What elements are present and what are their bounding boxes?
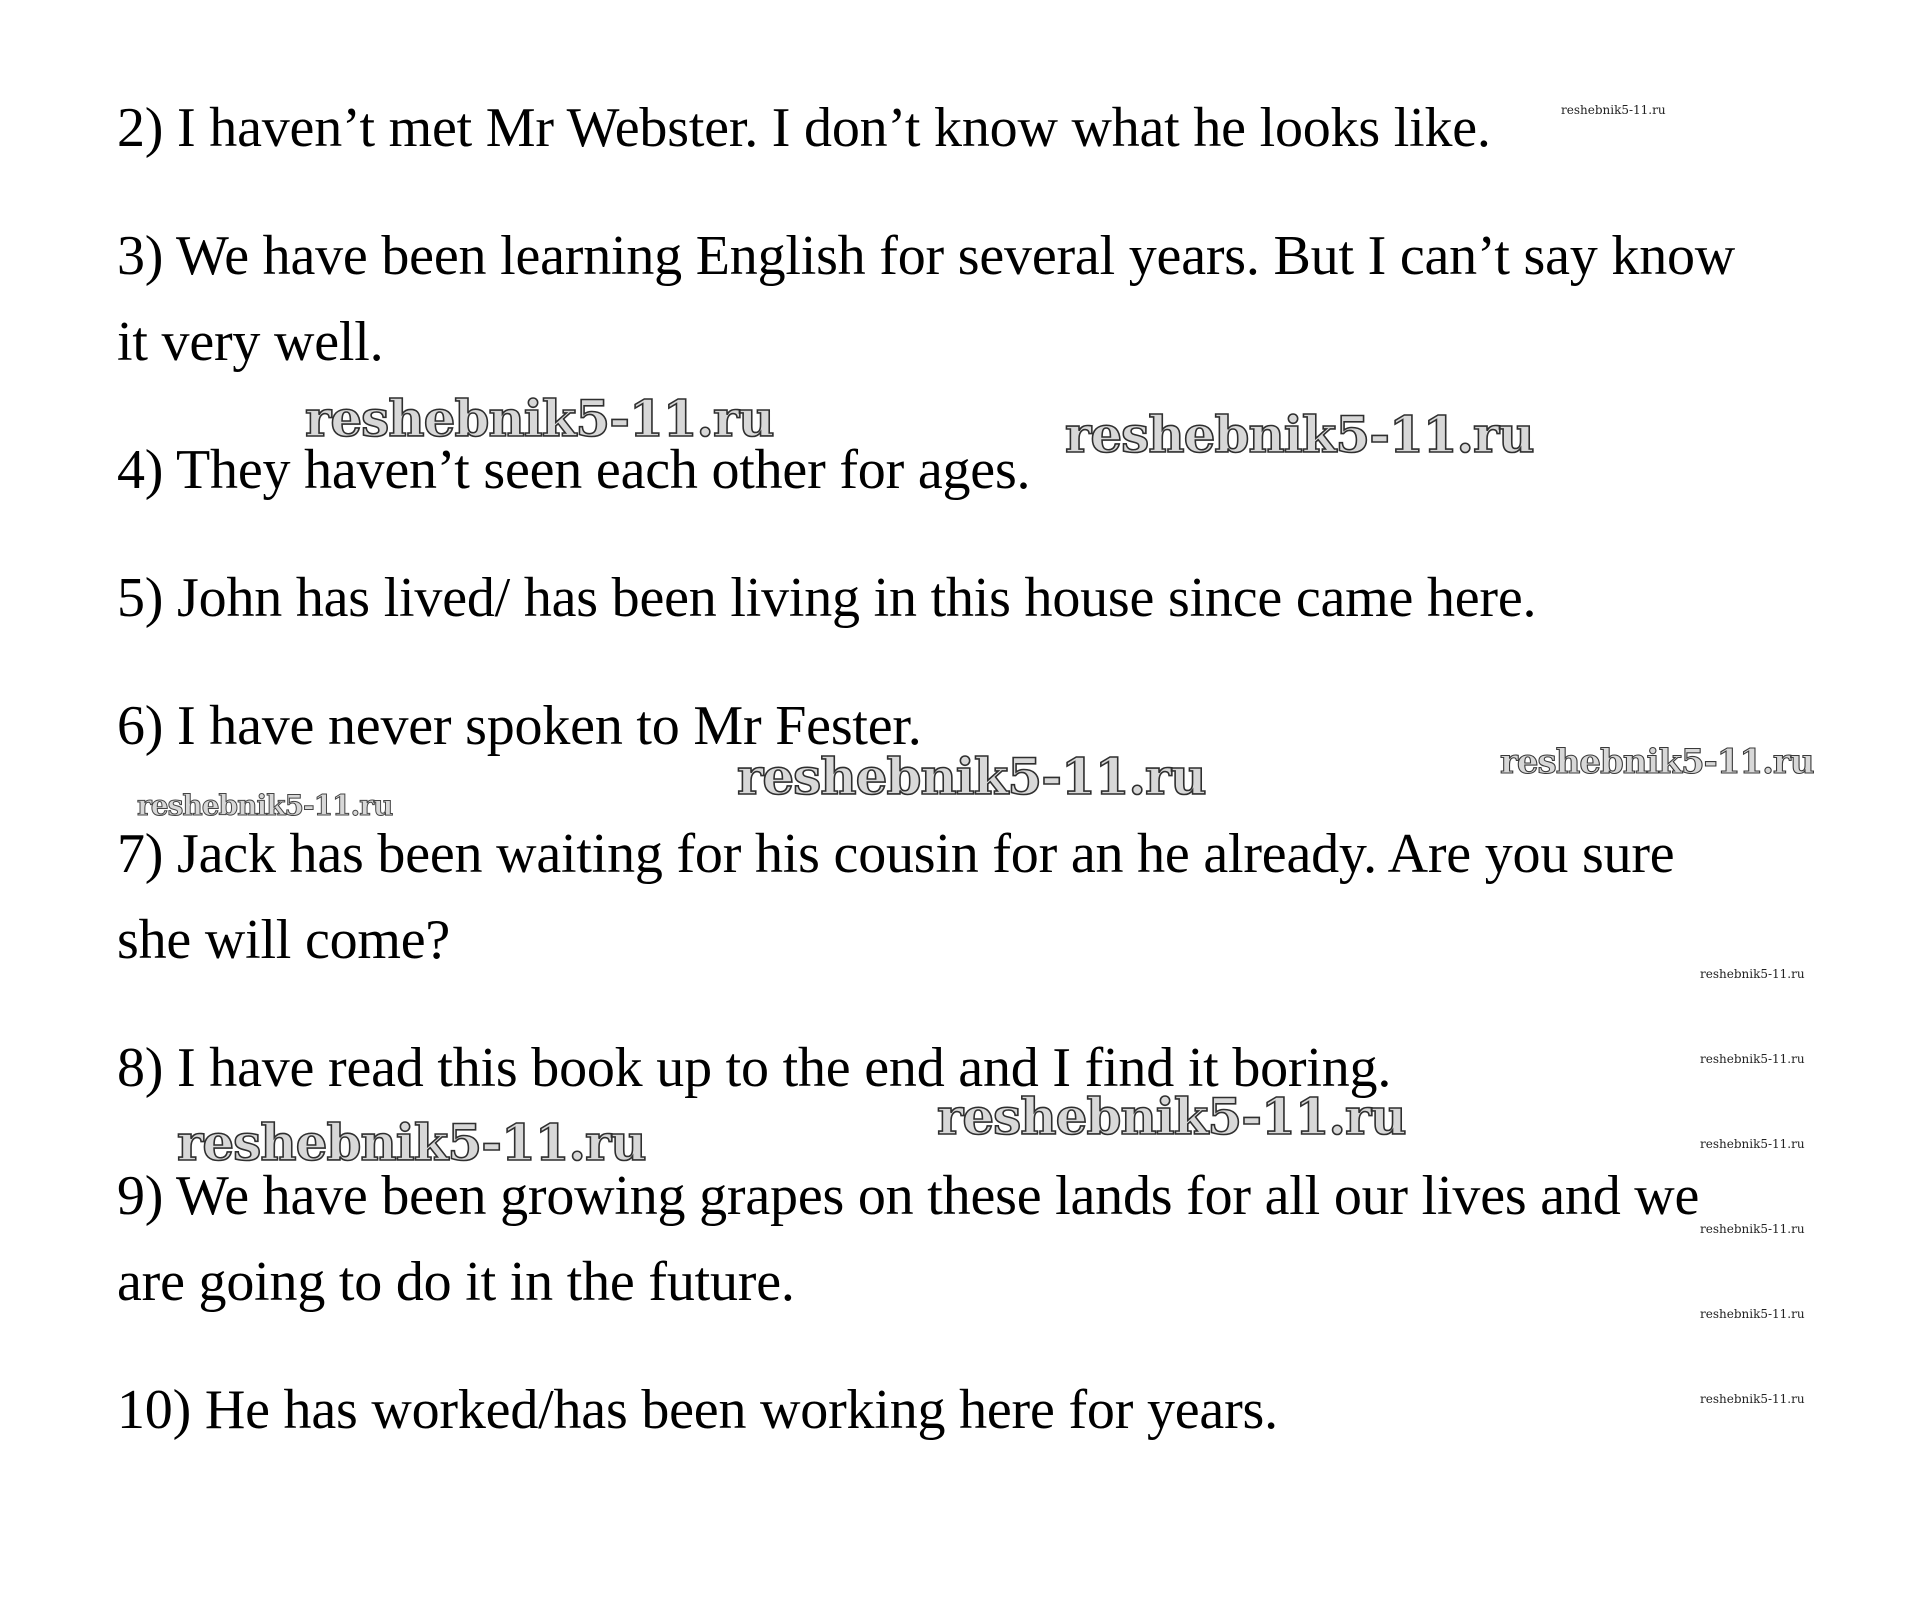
answer-3-line-2: it very well. bbox=[117, 311, 384, 373]
watermark-text: reshebnik5-11.ru bbox=[177, 1113, 646, 1172]
watermark-text: reshebnik5-11.ru bbox=[1700, 1222, 1805, 1236]
watermark-text: reshebnik5-11.ru bbox=[1700, 1307, 1805, 1321]
answer-6-line: 6) I have never spoken to Mr Fester. bbox=[117, 695, 922, 757]
watermark-text: reshebnik5-11.ru bbox=[937, 1087, 1406, 1146]
watermark-text: reshebnik5-11.ru bbox=[1700, 967, 1805, 981]
answer-10-line: 10) He has worked/has been working here for years. bbox=[117, 1379, 1278, 1441]
watermark-text: reshebnik5-11.ru bbox=[1700, 1392, 1805, 1406]
answer-9-line-2: are going to do it in the future. bbox=[117, 1251, 795, 1313]
watermark-text: reshebnik5-11.ru bbox=[1700, 1052, 1805, 1066]
watermark-text: reshebnik5-11.ru bbox=[137, 789, 393, 822]
watermark-text: reshebnik5-11.ru bbox=[1561, 103, 1666, 117]
watermark-text: reshebnik5-11.ru bbox=[1700, 1137, 1805, 1151]
watermark-text: reshebnik5-11.ru bbox=[737, 747, 1206, 806]
answer-2-line: 2) I haven’t met Mr Webster. I don’t know what he looks like. bbox=[117, 97, 1491, 159]
answer-8-line: 8) I have read this book up to the end and I find it boring. bbox=[117, 1037, 1392, 1099]
answer-4-line: 4) They haven’t seen each other for ages. bbox=[117, 439, 1031, 501]
answer-9-line-1: 9) We have been growing grapes on these lands for all our lives and we bbox=[117, 1165, 1700, 1227]
answer-7-line-2: she will come? bbox=[117, 909, 451, 971]
answer-7-line-1: 7) Jack has been waiting for his cousin for an he already. Are you sure bbox=[117, 823, 1675, 885]
answer-5-line: 5) John has lived/ has been living in this house since came here. bbox=[117, 567, 1537, 629]
answer-3-line-1: 3) We have been learning English for several years. But I can’t say know bbox=[117, 225, 1736, 287]
watermark-text: reshebnik5-11.ru bbox=[305, 389, 774, 448]
watermark-text: reshebnik5-11.ru bbox=[1065, 405, 1534, 464]
watermark-text: reshebnik5-11.ru bbox=[1500, 742, 1814, 782]
